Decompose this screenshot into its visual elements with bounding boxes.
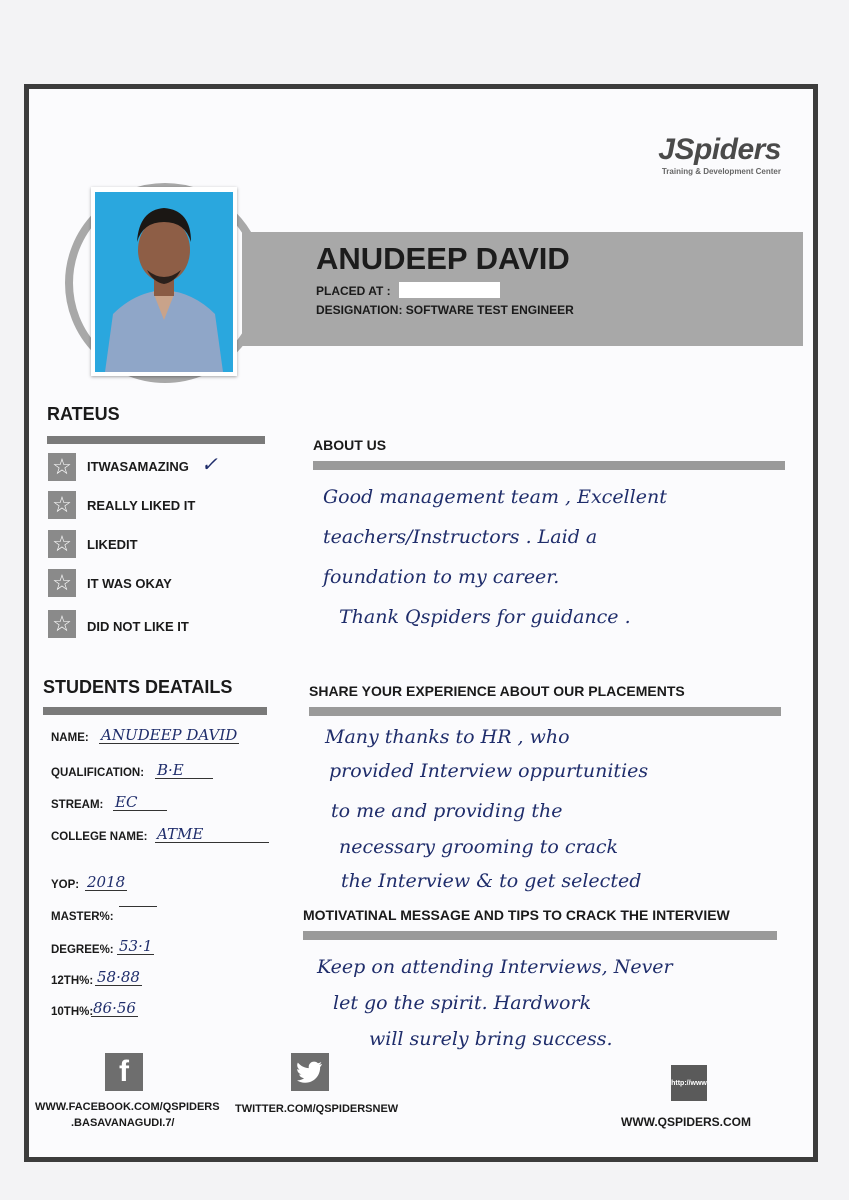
student-name-title: ANUDEEP DAVID bbox=[316, 241, 570, 276]
facebook-icon[interactable]: f bbox=[105, 1053, 143, 1091]
field-value-qualification: B·E bbox=[155, 762, 213, 779]
field-label: STREAM: bbox=[51, 799, 104, 811]
designation: DESIGNATION: SOFTWARE TEST ENGINEER bbox=[316, 303, 574, 317]
logo-brand: JSpiders bbox=[658, 133, 781, 166]
field-value-12th: 58·88 bbox=[97, 968, 140, 986]
star-icon[interactable]: ☆ bbox=[48, 453, 76, 481]
feedback-form bbox=[24, 84, 818, 1162]
twitter-icon[interactable] bbox=[291, 1053, 329, 1091]
facebook-link-2[interactable]: .BASAVANAGUDI.7/ bbox=[71, 1117, 175, 1129]
placed-at-label: PLACED AT : bbox=[316, 284, 391, 298]
redacted-company bbox=[399, 282, 500, 298]
experience-line: provided Interview oppurtunities bbox=[329, 760, 649, 782]
web-icon[interactable]: http://www bbox=[671, 1065, 707, 1101]
about-us-title: ABOUT US bbox=[313, 437, 387, 453]
tips-title: MOTIVATINAL MESSAGE AND TIPS TO CRACK THE INTERVIEW bbox=[303, 907, 730, 923]
rate-option-amazing: ITWASAMAZING bbox=[87, 459, 189, 474]
tips-line: will surely bring success. bbox=[369, 1028, 613, 1050]
about-line: Thank Qspiders for guidance . bbox=[339, 606, 631, 628]
twitter-link[interactable]: TWITTER.COM/QSPIDERSNEW bbox=[235, 1103, 399, 1115]
website-link[interactable]: WWW.QSPIDERS.COM bbox=[621, 1115, 751, 1129]
about-divider bbox=[313, 461, 785, 470]
field-label: 10TH%: bbox=[51, 1006, 94, 1018]
experience-title: SHARE YOUR EXPERIENCE ABOUT OUR PLACEMENTS bbox=[309, 683, 685, 699]
about-line: Good management team , Excellent bbox=[323, 486, 667, 508]
field-value-college: ATME bbox=[155, 826, 269, 843]
field-label: YOP: bbox=[51, 879, 80, 891]
experience-divider bbox=[309, 707, 781, 716]
facebook-link[interactable]: WWW.FACEBOOK.COM/QSPIDERS bbox=[35, 1101, 220, 1113]
field-value-degree: 53·1 bbox=[119, 937, 153, 955]
experience-line: necessary grooming to crack bbox=[339, 836, 619, 858]
star-icon[interactable]: ☆ bbox=[48, 530, 76, 558]
field-label: 12TH%: bbox=[51, 975, 94, 987]
experience-line: to me and providing the bbox=[331, 800, 563, 822]
rate-option-okay: IT WAS OKAY bbox=[87, 576, 172, 591]
tips-line: let go the spirit. Hardwork bbox=[333, 992, 592, 1014]
experience-line: Many thanks to HR , who bbox=[325, 726, 570, 748]
jspiders-logo bbox=[658, 133, 781, 176]
star-icon[interactable]: ☆ bbox=[48, 610, 76, 638]
students-divider bbox=[43, 707, 267, 715]
experience-line: the Interview & to get selected bbox=[341, 870, 642, 892]
logo-tagline: Training & Development Center bbox=[661, 167, 781, 176]
field-label: COLLEGE NAME: bbox=[51, 831, 148, 843]
student-photo bbox=[95, 192, 233, 372]
star-icon[interactable]: ☆ bbox=[48, 569, 76, 597]
tips-line: Keep on attending Interviews, Never bbox=[317, 956, 673, 978]
field-label: NAME: bbox=[51, 732, 89, 744]
field-value-name: ANUDEEP DAVID bbox=[101, 726, 238, 744]
field-label: QUALIFICATION: bbox=[51, 767, 145, 779]
rate-option-really-liked: REALLY LIKED IT bbox=[87, 498, 196, 513]
about-line: teachers/Instructors . Laid a bbox=[323, 526, 598, 548]
field-value-master bbox=[119, 906, 157, 907]
field-value-stream: EC bbox=[113, 794, 167, 811]
check-mark: ✓ bbox=[201, 452, 218, 476]
rate-option-liked: LIKEDIT bbox=[87, 537, 138, 552]
field-value-10th: 86·56 bbox=[93, 999, 136, 1017]
field-label: MASTER%: bbox=[51, 911, 114, 923]
field-value-yop: 2018 bbox=[87, 873, 126, 891]
field-label: DEGREE%: bbox=[51, 944, 114, 956]
about-line: foundation to my career. bbox=[323, 566, 560, 588]
students-details-title: STUDENTS DEATAILS bbox=[43, 677, 233, 697]
star-icon[interactable]: ☆ bbox=[48, 491, 76, 519]
tips-divider bbox=[303, 931, 777, 940]
rate-option-did-not-like: DID NOT LIKE IT bbox=[87, 619, 189, 634]
rate-us-title: RATEUS bbox=[47, 404, 120, 424]
rate-divider bbox=[47, 436, 265, 444]
